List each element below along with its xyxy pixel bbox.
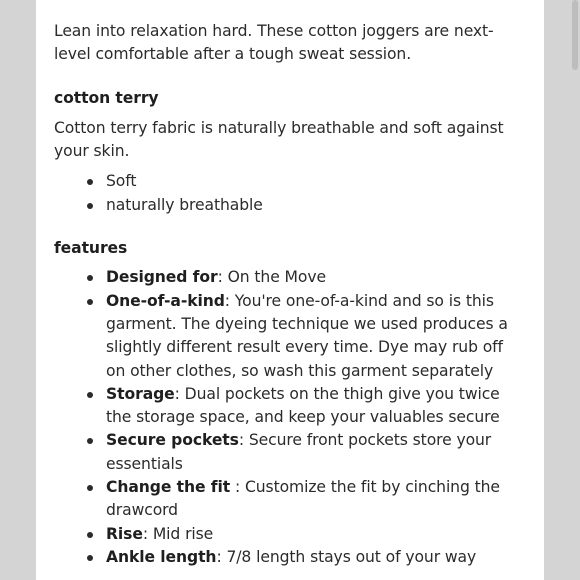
feature-term: Ankle length	[106, 547, 217, 566]
feature-term: Secure pockets	[106, 431, 239, 450]
scrollbar-thumb[interactable]	[572, 0, 578, 70]
cotton-terry-text: Cotton terry fabric is naturally breathable and soft against your skin.	[54, 118, 504, 161]
feature-separator: :	[217, 268, 228, 287]
feature-term: Rise	[106, 524, 143, 543]
feature-term: One-of-a-kind	[106, 291, 225, 310]
list-item: naturally breathable	[106, 194, 524, 217]
feature-term: Designed for	[106, 268, 218, 287]
feature-description: Secure front pockets store your essentials	[106, 431, 492, 473]
feature-separator: :	[224, 291, 235, 310]
feature-term: Storage	[106, 384, 175, 403]
intro-paragraph: Lean into relaxation hard. These cotton joggers are next-level comfortable after a tough sweat session.	[54, 22, 494, 64]
list-item: Soft	[106, 170, 524, 193]
feature-description: 7/8 length stays out of your way	[226, 547, 477, 566]
feature-description: You're one-of-a-kind and so is this garment. The dyeing technique we used produces a slightly different result every time. Dye may rub off on other clothes, so wash this garment separately	[106, 291, 508, 380]
feature-separator: :	[174, 384, 185, 403]
feature-storage	[106, 383, 524, 430]
feature-separator: :	[238, 431, 249, 450]
feature-separator: :	[142, 524, 153, 543]
cotton-terry-heading: cotton terry	[54, 88, 159, 107]
feature-secure-pockets	[106, 429, 524, 476]
feature-term: Change the fit	[106, 478, 231, 497]
feature-separator: :	[230, 478, 245, 497]
feature-description: Customize the fit by cinching the drawcord	[106, 478, 500, 520]
feature-separator: :	[216, 547, 227, 566]
product-description	[54, 20, 524, 569]
features-heading: features	[54, 239, 128, 258]
cotton-terry-bullets	[54, 170, 524, 217]
feature-rise	[106, 523, 524, 546]
feature-description: On the Move	[227, 268, 326, 287]
features-list	[54, 266, 524, 569]
feature-ankle-length	[106, 546, 524, 569]
feature-designed-for	[106, 266, 524, 289]
feature-description: Dual pockets on the thigh give you twice the storage space, and keep your valuables secure	[106, 384, 500, 427]
feature-one-of-a-kind	[106, 290, 524, 383]
feature-change-the-fit	[106, 476, 524, 523]
product-description-panel	[36, 0, 544, 580]
feature-description: Mid rise	[152, 524, 214, 543]
